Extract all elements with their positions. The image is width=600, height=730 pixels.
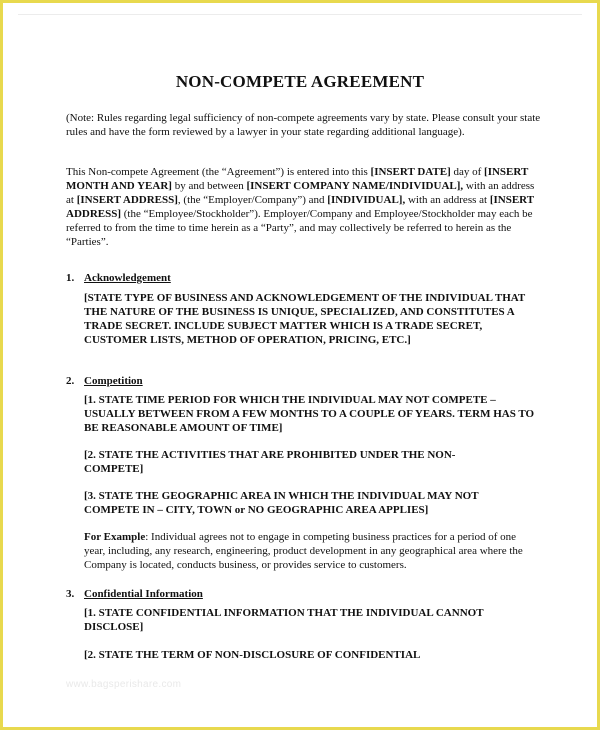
placeholder-company-name: [INSERT COMPANY NAME/INDIVIDUAL], xyxy=(246,180,464,192)
section-number: 2. xyxy=(66,375,75,387)
intro-text: with an address at xyxy=(405,194,490,206)
section-block: [3. STATE THE GEOGRAPHIC AREA IN WHICH THE INDIVIDUAL MAY NOT COMPETE IN – CITY, TOWN or NO GEOGRAPHIC AREA APPLIES] xyxy=(84,490,479,516)
placeholder-individual-address: [INSERT ADDRESS] xyxy=(66,194,534,220)
section-number: 3. xyxy=(66,588,75,600)
intro-text: This Non-compete Agreement (the “Agreement”) is entered into this xyxy=(66,166,371,178)
section-title: Competition xyxy=(84,375,143,387)
document-title: NON-COMPETE AGREEMENT xyxy=(175,72,425,91)
section-block: [1. STATE CONFIDENTIAL INFORMATION THAT THE INDIVIDUAL CANNOT DISCLOSE] xyxy=(84,607,484,633)
example-label: For Example xyxy=(84,531,146,543)
section-block: [STATE TYPE OF BUSINESS AND ACKNOWLEDGEMENT OF THE INDIVIDUAL THAT THE NATURE OF THE BUSINESS IS UNIQUE, SPECIALIZED, AND CONSTITUTES A TRADE SECRET. INCLUDE SUBJECT MATTER WHICH IS A TRADE SECRET, CUSTOMER LISTS, METHOD OF OPERATION, PRICING, ETC.] xyxy=(84,292,526,346)
intro-text: , (the “Employer/Company”) and xyxy=(177,194,328,206)
section-block: [2. STATE THE TERM OF NON-DISCLOSURE OF CONFIDENTIAL xyxy=(84,649,421,661)
example-paragraph xyxy=(84,530,534,572)
intro-text: with an address at xyxy=(66,180,535,206)
section-heading-confidential-information xyxy=(66,587,203,601)
placeholder-company-address: [INSERT ADDRESS] xyxy=(76,194,178,206)
example-text: : Individual agrees not to engage in competing business practices for a period of one year, including, any research, engineering, product development in any geographical area where the Company is located, conducts business, or provides service to customers. xyxy=(84,531,523,571)
note-paragraph: (Note: Rules regarding legal sufficiency of non-compete agreements vary by state. Please consult your state rules and have the form reviewed by a lawyer in your state regarding additional language). xyxy=(66,112,541,138)
placeholder-date: [INSERT DATE] xyxy=(370,166,451,178)
intro-paragraph xyxy=(66,165,544,249)
section-heading-competition xyxy=(66,374,143,388)
placeholder-individual: [INDIVIDUAL], xyxy=(327,194,406,206)
placeholder-month-year: [INSERT MONTH AND YEAR] xyxy=(66,166,529,192)
section-block: [1. STATE TIME PERIOD FOR WHICH THE INDIVIDUAL MAY NOT COMPETE – USUALLY BETWEEN FROM A FEW MONTHS TO A COUPLE OF YEARS. TERM HAS TO BE REASONABLE AMOUNT OF TIME] xyxy=(84,394,535,434)
intro-text: day of xyxy=(450,166,485,178)
section-title: Acknowledgement xyxy=(84,272,171,284)
watermark-text: www.bagsperishare.com xyxy=(66,679,182,690)
intro-text: (the “Employee/Stockholder”). Employer/Company and Employee/Stockholder may each be referred to from the time to time herein as a “Party”, and may collectively be referred to herein as the “Parties”. xyxy=(66,208,533,248)
section-block: [2. STATE THE ACTIVITIES THAT ARE PROHIBITED UNDER THE NON-COMPETE] xyxy=(84,449,456,475)
intro-text: by and between xyxy=(171,180,247,192)
section-title: Confidential Information xyxy=(84,588,203,600)
section-heading-acknowledgement xyxy=(66,271,171,285)
section-number: 1. xyxy=(66,272,75,284)
